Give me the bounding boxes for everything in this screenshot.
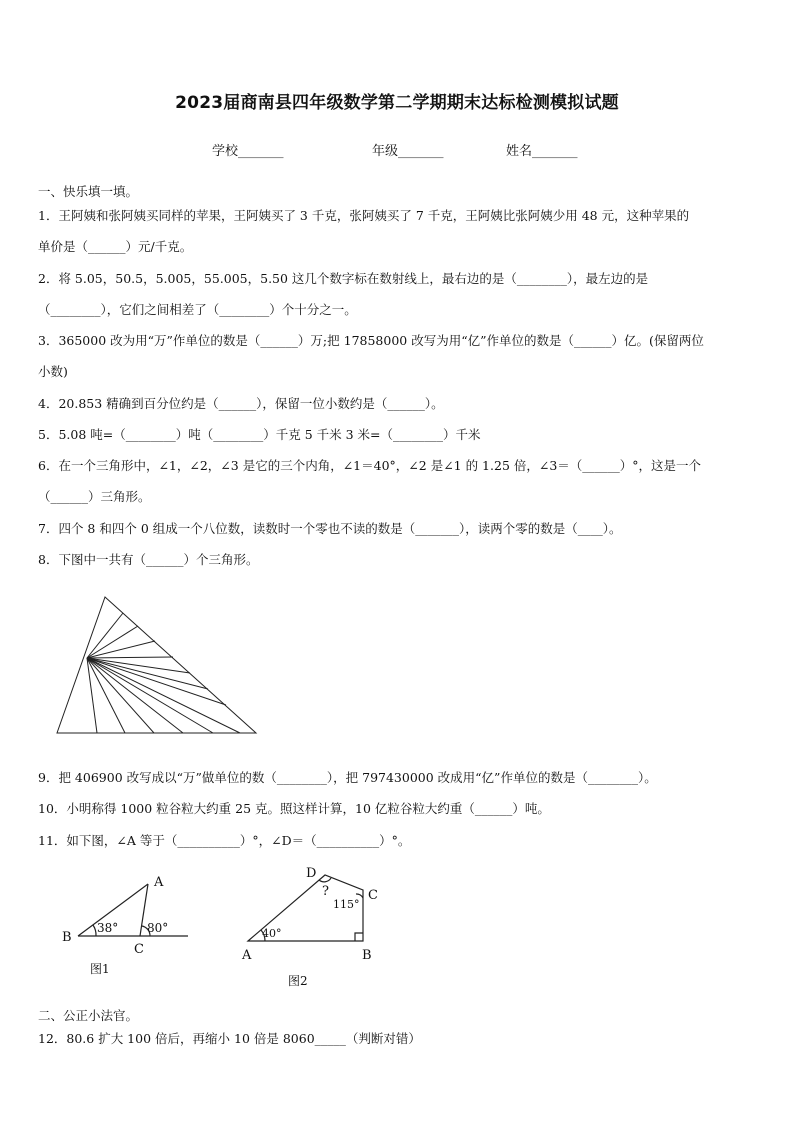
question-1-line-1: 1．王阿姨和张阿姨买同样的苹果，王阿姨买了 3 千克，张阿姨买了 7 千克，王阿姨比张阿姨少用 48 元，这种苹果的 [38,208,690,223]
fig1-angle-c: 80° [147,921,169,935]
grade-field[interactable]: 年级_______ [372,144,444,159]
fig2-label-c: C [368,888,378,903]
question-2-line-2: （________），它们之间相差了（________）个十分之一。 [38,302,357,317]
question-8: 8．下图中一共有（______）个三角形。 [38,552,259,567]
question-7: 7．四个 8 和四个 0 组成一个八位数，读数时一个零也不读的数是（_______），读两个零的数是（____）。 [38,521,622,536]
section-heading-1: 一、快乐填一填。 [38,184,139,199]
fig2-label-a: A [242,948,252,963]
question-6-line-1: 6．在一个三角形中，∠1，∠2，∠3 是它的三个内角，∠1＝40°，∠2 是∠1 的 1.25 倍，∠3＝（______）°，这是一个 [38,458,702,473]
fig1-caption: 图1 [90,962,110,976]
question-11: 11．如下图，∠A 等于（__________）°，∠D＝（__________）°。 [38,833,411,848]
fig2-label-d: D [306,866,317,881]
page-title: 2023届商南县四年级数学第二学期期末达标检测模拟试题 [175,93,619,113]
question-12: 12．80.6 扩大 100 倍后，再缩小 10 倍是 8060_____（判断对错） [38,1031,421,1046]
question-1-line-2: 单价是（______）元/千克。 [38,239,193,254]
question-4: 4．20.853 精确到百分位约是（______），保留一位小数约是（______）。 [38,396,444,411]
question-5: 5．5.08 吨=（________）吨（________）千克 5 千米 3 米=（________）千米 [38,427,481,442]
question-10: 10．小明称得 1000 粒谷粒大约重 25 克。照这样计算，10 亿粒谷粒大约重（______）吨。 [38,801,550,816]
fig2-label-b: B [362,948,372,963]
fig2-angle-a: 40° [262,927,282,940]
section-heading-2: 二、公正小法官。 [38,1008,139,1023]
fig1-label-b: B [62,930,72,945]
question-9: 9．把 406900 改写成以“万”做单位的数（________），把 797430000 改成用“亿”作单位的数是（________）。 [38,770,657,785]
question-3-line-2: 小数) [38,364,68,379]
name-field[interactable]: 姓名_______ [506,144,578,159]
fig1-label-a: A [154,875,164,890]
fig2-angle-d-unknown: ? [322,884,329,899]
school-field[interactable]: 学校_______ [212,144,284,159]
fig1-angle-b: 38° [97,921,119,935]
fig2-caption: 图2 [288,974,308,988]
question-2-line-1: 2．将 5.05，50.5，5.005，55.005，5.50 这几个数字标在数射线上，最右边的是（________），最左边的是 [38,271,649,286]
question-6-line-2: （______）三角形。 [38,489,151,504]
question-3-line-1: 3．365000 改为用“万”作单位的数是（______）万;把 17858000 改写为用“亿”作单位的数是（______）亿。(保留两位 [38,333,704,348]
fig1-label-c: C [134,942,144,957]
fig2-angle-c: 115° [333,898,360,911]
